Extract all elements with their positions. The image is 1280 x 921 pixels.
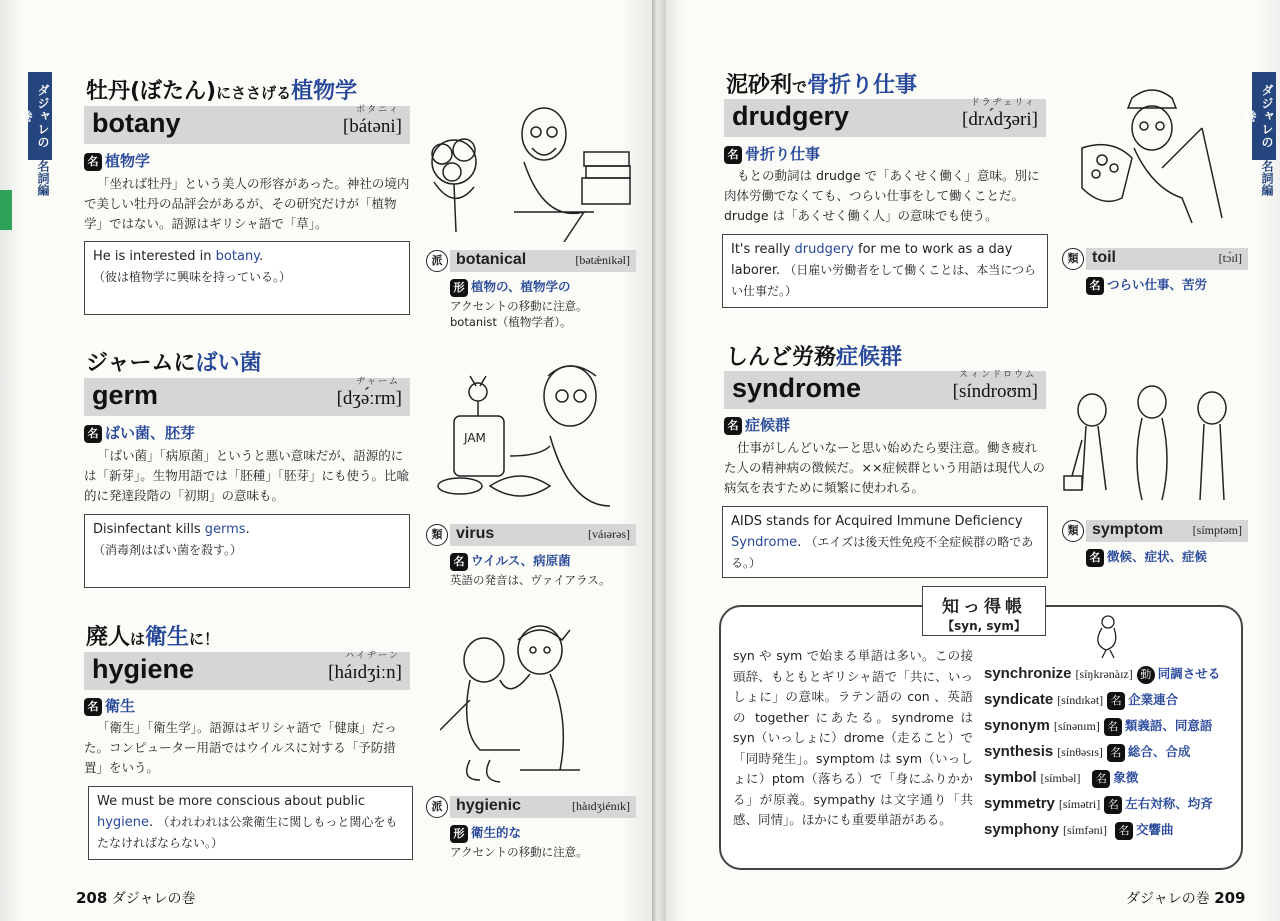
meaning: 名 植物学 <box>84 150 150 171</box>
meaning: 名 症候群 <box>724 414 790 435</box>
chapter-tab: ダジャレの巻 <box>28 72 52 160</box>
syn-word: synonym [sínənɪm] 名 類義語、同意語 <box>984 717 1213 734</box>
pronunciation: [háɪdʒiːn] <box>328 662 402 683</box>
headword: germ <box>92 380 159 410</box>
laborer-illustration <box>1072 88 1242 228</box>
synonym-mark: 類 <box>1062 520 1084 542</box>
page-number: 208 <box>76 889 108 907</box>
example-box: We must be more conscious about public hygiene. （われわれは公衆衛生に関しもっと関心をもたなければならない。） <box>88 786 413 860</box>
explanation: 仕事がしんどいなーと思い始めたら要注意。働き疲れた人の精神病の徴候だ。××症候群という用語は現代人の病気を表すために頻繁に使われる。 <box>724 440 1045 495</box>
syn-word: symbol [símbəl] 名 象徴 <box>984 769 1139 786</box>
headword: botany <box>92 108 181 138</box>
syn-word: syndicate [síndɪkət] 名 企業連合 <box>984 691 1179 708</box>
svg-text:JAM: JAM <box>464 431 486 445</box>
example-box: It's really drudgery for me to work as a day laborer. （日雇い労働者をして働くことは、本当につらい仕事だ。） <box>722 234 1048 308</box>
related-word: 類 symptom [símptəm] 名 徴候、症状、症候 <box>1062 520 1252 570</box>
syn-word: synthesis [sínθəsɪs] 名 総合、合成 <box>984 743 1191 760</box>
related-word: 派 botanical [bətǽnikəl] 形 植物の、植物学の アクセントの移動に注意。 botanist（植物学者）。 <box>426 250 616 330</box>
entry-headline: ジャームにばい菌 <box>86 351 262 376</box>
noun-badge: 名 <box>84 153 102 171</box>
explanation: 「衛生」「衛生学」。語源はギリシャ語で「健康」だった。コンピューター用語ではウイルスに対する「予防措置」をいう。 <box>84 720 397 775</box>
pronunciation: [dʒə́ːrm] <box>336 388 402 409</box>
explanation: 「ばい菌」「病原菌」というと悪い意味だが、語源的には「新芽」。生物用語では「胚種」「胚芽」にも使う。比喩的に発達段階の「初期」の意味も。 <box>84 448 410 503</box>
tips-title: 知っ得帳 【syn, sym】 <box>922 586 1046 636</box>
synonym-mark: 類 <box>426 524 448 546</box>
tips-text: syn や sym で始まる単語は多い。この接頭辞、もともとギリシャ語で「共に、いっしょに」の意味。ラテン語の con 、英語の together にあたる。syndrome は syn（いっしょに）drome（走ること）で「同時発生」。symptom は sym（いっしょに）ptom（落ちる）で「身にふりかかる」が原義。sympathy は文字通り「共感、同情」。ほかにも重要単語がある。 <box>733 648 973 827</box>
entry-headline: 泥砂利で骨折り仕事 <box>726 73 918 98</box>
ruby-reading: ボタニィ <box>355 105 400 115</box>
pronunciation: [síndroʊm] <box>952 381 1038 402</box>
related-word: 類 toil [tɔ́ɪl] 名 つらい仕事、苦労 <box>1062 248 1252 298</box>
example-box: AIDS stands for Acquired Immune Deficiency Syndrome. （エイズは後天性免疫不全症候群の略である。） <box>722 506 1048 578</box>
meaning: 名 衛生 <box>84 695 135 716</box>
explanation: 「坐れば牡丹」という美人の形容があった。神社の境内で美しい牡丹の品評会があるが、その研究だけが「植物学」ではない。語源はギリシャ語で「草」。 <box>84 176 410 231</box>
ruby-reading: スィンドロウム <box>958 370 1036 380</box>
headword: hygiene <box>92 654 195 684</box>
chapter-subtab: 名詞編 <box>1260 160 1274 196</box>
jam-germ-illustration <box>430 356 630 512</box>
noun-badge: 名 <box>84 698 102 716</box>
syn-word: symphony [símfəni] 名 交響曲 <box>984 821 1174 838</box>
pronunciation: [drʌ́dʒəri] <box>962 109 1038 130</box>
noun-badge: 名 <box>84 425 102 443</box>
word-bar <box>724 99 1046 137</box>
page-number: 209 <box>1214 889 1246 907</box>
washing-illustration <box>440 620 610 786</box>
noun-badge: 名 <box>724 417 742 435</box>
example-box: He is interested in botany. （彼は植物学に興味を持っている。） <box>84 241 410 315</box>
entry-headline: 廃人は衛生に！ <box>86 625 220 650</box>
headword: syndrome <box>732 373 862 403</box>
chapter-subtab: 名詞編 <box>36 160 50 196</box>
word-bar <box>84 378 410 416</box>
chapter-tab: ダジャレの巻 <box>1252 72 1276 160</box>
professor-flower-illustration <box>414 92 636 242</box>
synonym-mark: 類 <box>1062 248 1084 270</box>
pronunciation: [bátəni] <box>342 116 402 137</box>
example-box: Disinfectant kills germs. （消毒剤はばい菌を殺す。） <box>84 514 410 588</box>
ruby-reading: ハイヂーン <box>345 651 400 661</box>
page-marker <box>0 190 12 230</box>
tired-workers-illustration <box>1062 380 1242 510</box>
syn-word: symmetry [símətri] 名 左右対称、均斉 <box>984 795 1213 812</box>
book-gutter <box>652 0 666 921</box>
bird-icon <box>1086 610 1126 660</box>
explanation: もとの動詞は drudge で「あくせく働く」意味。別に肉体労働でなくても、つらい仕事をして働くことだ。drudge は「あくせく働く人」の意味でも使う。 <box>724 168 1040 223</box>
meaning: 名 ばい菌、胚芽 <box>84 422 195 443</box>
entry-headline: 牡丹(ぼたん)にささげる植物学 <box>86 79 358 104</box>
syn-word: synchronize [síŋkrənàɪz] 動 同調させる <box>984 665 1221 682</box>
entry-headline: しんど労務症候群 <box>726 345 903 370</box>
ruby-reading: ヂャーム <box>356 377 400 387</box>
word-bar <box>724 371 1046 409</box>
word-bar <box>84 652 410 690</box>
page-footer: ダジャレの巻 209 <box>1126 889 1246 907</box>
related-word: 類 virus [váɪərəs] 名 ウイルス、病原菌 英語の発音は、ヴァイアラス。 <box>426 524 616 588</box>
meaning: 名 骨折り仕事 <box>724 143 820 164</box>
headword: drudgery <box>732 101 850 131</box>
derivative-mark: 派 <box>426 796 448 818</box>
related-word: 派 hygienic [hàɪdʒiénɪk] 形 衛生的な アクセントの移動に注意。 <box>426 796 616 860</box>
derivative-mark: 派 <box>426 250 448 272</box>
word-bar <box>84 106 410 144</box>
page-footer: 208 ダジャレの巻 <box>76 889 196 907</box>
noun-badge: 名 <box>724 146 742 164</box>
ruby-reading: ドラヂェリィ <box>970 98 1036 108</box>
